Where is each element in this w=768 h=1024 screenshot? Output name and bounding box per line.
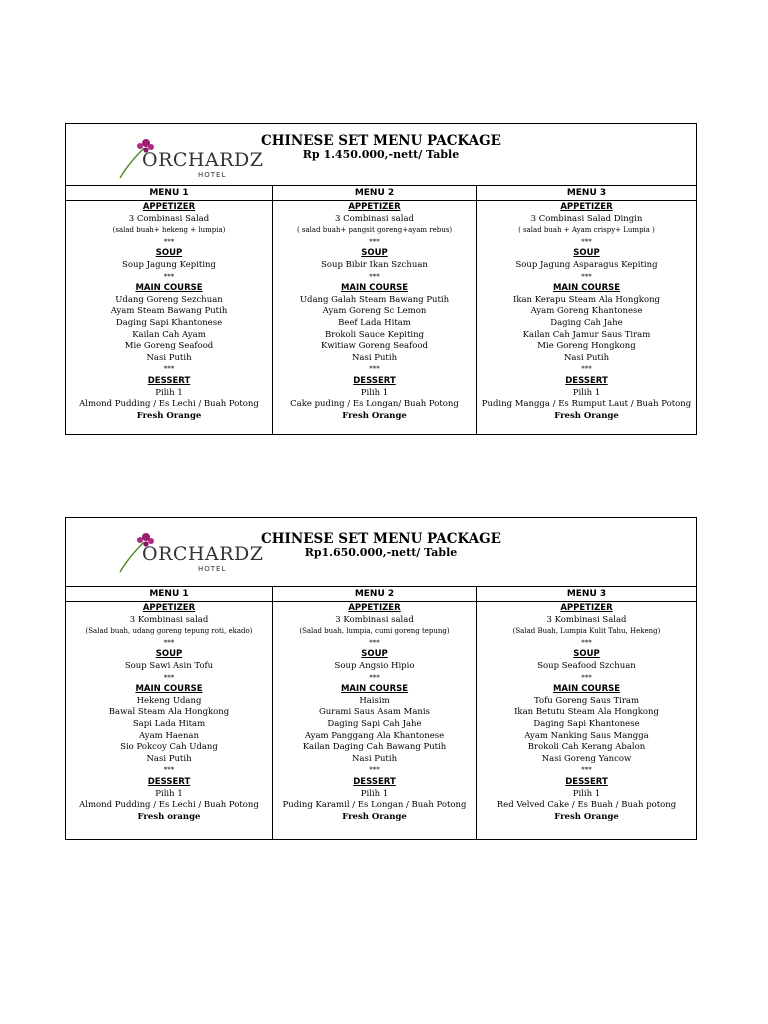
menu-item: Pilih 1 (360, 387, 389, 398)
menu-item: Soup Sawi Asin Tofu (124, 660, 214, 671)
menu-items (273, 201, 476, 422)
separator: *** (581, 272, 592, 281)
course-heading: APPETIZER (142, 603, 196, 613)
menu-column-1 (66, 587, 273, 839)
course-heading: DESSERT (353, 375, 396, 386)
course-heading: SOUP (573, 649, 600, 660)
menu-item: Udang Galah Steam Bawang Putih (299, 294, 450, 305)
menu-item: Ayam Nanking Saus Mangga (524, 730, 649, 741)
package-title: CHINESE SET MENU PACKAGE (261, 133, 501, 149)
menu-item: 3 Kombinasi Salad (546, 614, 627, 625)
menu-item: Soup Jagung Kepiting (122, 259, 216, 270)
separator: *** (163, 638, 175, 647)
course-heading: APPETIZER (560, 603, 613, 613)
menu-item: Beef Lada Hitam (338, 317, 411, 328)
menu-item: Soup Bibir Ikan Szchuan (321, 259, 428, 270)
course-heading: APPETIZER (348, 603, 401, 613)
menu-column-3 (477, 587, 696, 839)
menu-item: Cake puding / Es Longan/ Buah Potong (290, 399, 459, 410)
menu-item: Almond Pudding / Es Lechi / Buah Potong (79, 800, 259, 811)
course-heading: MAIN COURSE (552, 684, 621, 695)
menu-item: Fresh Orange (342, 410, 407, 421)
menu-column-heading: MENU 2 (273, 587, 476, 602)
menu-column-1 (66, 186, 273, 434)
package-title-block (66, 532, 696, 559)
menu-item: Pilih 1 (360, 788, 389, 799)
separator: *** (369, 638, 380, 647)
menu-item: Gurami Saus Asam Manis (319, 707, 430, 718)
menu-item: Nasi Putih (563, 352, 610, 363)
menu-item: Fresh orange (137, 811, 201, 822)
menu-item: (salad buah+ hekeng + lumpia) (112, 226, 226, 235)
logo-wordmark: ORCHARDZ (142, 543, 264, 565)
package-title: CHINESE SET MENU PACKAGE (261, 531, 501, 547)
menu-item: Red Velved Cake / Es Buah / Buah potong (496, 800, 677, 811)
menu-item: (Salad Buah, Lumpia Kulit Tahu, Hekeng) (512, 627, 661, 636)
menu-item: Sio Pokcoy Cah Udang (120, 742, 218, 753)
menu-item: (Salad buah, lumpia, cumi goreng tepung) (299, 627, 450, 636)
menu-column-3 (477, 186, 696, 434)
menu-item: Brokoli Cah Kerang Abalon (527, 742, 646, 753)
menu-item: Bawal Steam Ala Hongkong (108, 707, 230, 718)
separator: *** (369, 272, 380, 281)
menu-item: Mie Goreng Hongkong (537, 341, 636, 352)
menu-item: Soup Seafood Szchuan (537, 660, 636, 671)
menu-column-heading: MENU 1 (66, 587, 272, 602)
package-header (66, 518, 696, 587)
menu-item: Kailan Daging Cah Bawang Putih (302, 742, 447, 753)
menu-columns (66, 587, 696, 839)
menu-item: Tofu Goreng Saus Tiram (533, 695, 640, 706)
menu-item: Ikan Betutu Steam Ala Hongkong (514, 707, 659, 718)
menu-item: Ikan Kerapu Steam Ala Hongkong (512, 294, 660, 305)
separator: *** (163, 673, 175, 682)
menu-item: Fresh Orange (342, 811, 407, 822)
menu-item: Soup Jagung Asparagus Kepiting (515, 259, 658, 270)
package-title-block (66, 134, 696, 161)
menu-item: 3 Kombinasi salad (335, 614, 414, 625)
menu-items (66, 201, 272, 422)
course-heading: MAIN COURSE (135, 684, 203, 695)
menu-items (477, 201, 696, 422)
course-heading: SOUP (155, 248, 183, 259)
separator: *** (163, 766, 175, 775)
separator: *** (163, 272, 175, 281)
menu-item: Pilih 1 (155, 387, 183, 398)
menu-item: Haisim (359, 695, 390, 706)
menu-package-1650 (65, 517, 697, 840)
menu-items (66, 602, 272, 823)
logo-subtitle: HOTEL (198, 171, 227, 179)
separator: *** (369, 766, 380, 775)
course-heading: APPETIZER (142, 202, 196, 212)
course-heading: SOUP (361, 248, 388, 259)
menu-item: Nasi Putih (146, 753, 192, 764)
menu-item: Hekeng Udang (136, 695, 202, 706)
course-heading: DESSERT (565, 776, 608, 787)
menu-columns (66, 186, 696, 434)
course-heading: APPETIZER (348, 202, 401, 212)
separator: *** (163, 237, 175, 246)
menu-item: Nasi Putih (351, 352, 398, 363)
menu-item: Nasi Goreng Yancow (541, 753, 632, 764)
menu-item: Pilih 1 (572, 387, 601, 398)
course-heading: DESSERT (147, 776, 191, 787)
course-heading: MAIN COURSE (552, 283, 621, 294)
menu-item: Brokoli Sauce Kepiting (324, 329, 425, 340)
course-heading: MAIN COURSE (340, 283, 409, 294)
menu-item: Kailan Cah Ayam (132, 329, 206, 340)
menu-item: Puding Karamil / Es Longan / Buah Potong (282, 800, 467, 811)
course-heading: MAIN COURSE (340, 684, 409, 695)
menu-item: ( salad buah+ pangsit goreng+ayam rebus) (296, 226, 453, 235)
course-heading: DESSERT (353, 776, 396, 787)
menu-item: (Salad buah, udang goreng tepung roti, ekado) (85, 627, 253, 636)
separator: *** (581, 237, 592, 246)
separator: *** (581, 673, 592, 682)
menu-item: Almond Pudding / Es Lechi / Buah Potong (79, 399, 259, 410)
menu-item: Pilih 1 (572, 788, 601, 799)
menu-item: Nasi Putih (351, 753, 398, 764)
menu-package-1450 (65, 123, 697, 435)
course-heading: SOUP (361, 649, 388, 660)
menu-column-2 (273, 587, 477, 839)
menu-item: Fresh Orange (554, 811, 619, 822)
separator: *** (581, 365, 592, 374)
package-header (66, 124, 696, 186)
menu-item: Pilih 1 (155, 788, 183, 799)
menu-item: Ayam Steam Bawang Putih (110, 306, 228, 317)
separator: *** (369, 673, 380, 682)
course-heading: DESSERT (565, 375, 608, 386)
menu-column-heading: MENU 1 (66, 186, 272, 201)
package-price: Rp 1.450.000,-nett/ Table (302, 148, 460, 161)
course-heading: DESSERT (147, 375, 191, 386)
menu-column-heading: MENU 3 (477, 587, 696, 602)
menu-item: Fresh Orange (136, 410, 202, 421)
menu-item: 3 Combinasi Salad Dingin (530, 213, 643, 224)
separator: *** (163, 365, 175, 374)
menu-items (477, 602, 696, 823)
separator: *** (581, 638, 592, 647)
logo-wordmark: ORCHARDZ (142, 149, 264, 171)
menu-item: Puding Mangga / Es Rumput Laut / Buah Potong (481, 399, 692, 410)
menu-item: 3 Combinasi salad (335, 213, 414, 224)
separator: *** (369, 237, 380, 246)
course-heading: MAIN COURSE (135, 283, 203, 294)
menu-item: Ayam Panggang Ala Khantonese (304, 730, 445, 741)
menu-item: 3 Combinasi Salad (128, 213, 210, 224)
menu-column-2 (273, 186, 477, 434)
menu-item: Kailan Cah Jamur Saus Tiram (522, 329, 651, 340)
course-heading: APPETIZER (560, 202, 613, 212)
menu-item: Ayam Goreng Khantonese (530, 306, 643, 317)
menu-item: Daging Sapi Cah Jahe (327, 718, 422, 729)
menu-column-heading: MENU 3 (477, 186, 696, 201)
menu-item: Nasi Putih (146, 352, 192, 363)
menu-item: 3 Kombinasi salad (129, 614, 209, 625)
menu-item: Daging Cah Jahe (550, 317, 623, 328)
menu-item: Mie Goreng Seafood (124, 341, 214, 352)
separator: *** (369, 365, 380, 374)
menu-column-heading: MENU 2 (273, 186, 476, 201)
course-heading: SOUP (155, 649, 183, 660)
menu-item: ( salad buah + Ayam crispy+ Lumpia ) (518, 226, 655, 235)
logo-subtitle: HOTEL (198, 565, 227, 573)
menu-item: Udang Goreng Sezchuan (115, 294, 223, 305)
menu-item: Ayam Goreng Sc Lemon (322, 306, 427, 317)
menu-item: Fresh Orange (554, 410, 619, 421)
menu-item: Daging Sapi Khantonese (533, 718, 640, 729)
course-heading: SOUP (573, 248, 600, 259)
menu-item: Daging Sapi Khantonese (115, 317, 223, 328)
package-price: Rp1.650.000,-nett/ Table (304, 546, 458, 559)
separator: *** (581, 766, 592, 775)
menu-item: Kwitiaw Goreng Seafood (321, 341, 428, 352)
menu-item: Ayam Haenan (139, 730, 199, 741)
menu-items (273, 602, 476, 823)
menu-item: Soup Angsio Hipio (334, 660, 415, 671)
menu-item: Sapi Lada Hitam (132, 718, 206, 729)
